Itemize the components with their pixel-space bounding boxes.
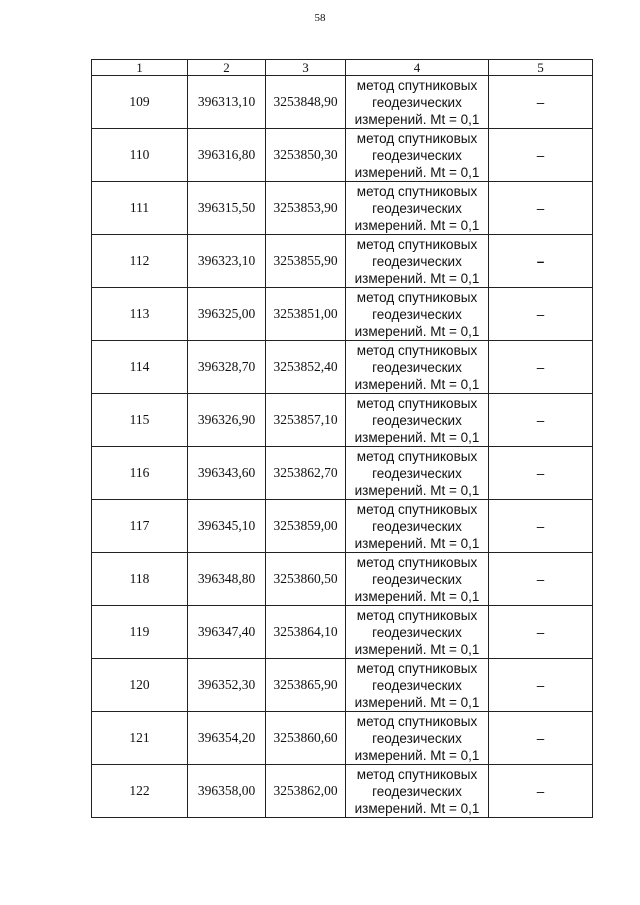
note-dash: – xyxy=(489,712,593,765)
method-line: геодезических xyxy=(372,730,462,746)
method-line: измерений. Mt = 0,1 xyxy=(354,694,480,710)
method-line: измерений. Mt = 0,1 xyxy=(354,588,480,604)
note-dash: – xyxy=(489,553,593,606)
point-number: 110 xyxy=(92,129,188,182)
point-number: 113 xyxy=(92,288,188,341)
method-line: измерений. Mt = 0,1 xyxy=(354,376,480,392)
table-row xyxy=(92,182,593,235)
coordinate-y: 3253850,30 xyxy=(266,129,346,182)
method-line: метод спутниковых xyxy=(356,77,478,93)
method-line: измерений. Mt = 0,1 xyxy=(354,747,480,763)
method-description xyxy=(346,765,489,818)
method-line: метод спутниковых xyxy=(356,607,478,623)
table-row xyxy=(92,500,593,553)
note-dash: – xyxy=(489,129,593,182)
method-line: геодезических xyxy=(372,200,462,216)
method-line: метод спутниковых xyxy=(356,289,478,305)
coordinate-x: 396328,70 xyxy=(188,341,266,394)
coordinate-y: 3253859,00 xyxy=(266,500,346,553)
method-line: геодезических xyxy=(372,677,462,693)
column-header-4: 4 xyxy=(346,60,489,76)
method-description xyxy=(346,447,489,500)
point-number: 109 xyxy=(92,76,188,129)
note-dash: – xyxy=(489,447,593,500)
method-line: измерений. Mt = 0,1 xyxy=(354,111,480,127)
column-header-5: 5 xyxy=(489,60,593,76)
column-header-2: 2 xyxy=(188,60,266,76)
method-line: метод спутниковых xyxy=(356,713,478,729)
table-row xyxy=(92,394,593,447)
coordinate-y: 3253848,90 xyxy=(266,76,346,129)
point-number: 111 xyxy=(92,182,188,235)
method-line: геодезических xyxy=(372,412,462,428)
note-dash: – xyxy=(489,500,593,553)
note-dash: – xyxy=(489,659,593,712)
method-line: геодезических xyxy=(372,465,462,481)
table-row xyxy=(92,76,593,129)
note-dash: – xyxy=(489,235,593,288)
coordinate-x: 396358,00 xyxy=(188,765,266,818)
method-description xyxy=(346,606,489,659)
note-dash: – xyxy=(489,288,593,341)
method-description xyxy=(346,76,489,129)
method-line: метод спутниковых xyxy=(356,395,478,411)
note-dash: – xyxy=(489,182,593,235)
coordinate-x: 396352,30 xyxy=(188,659,266,712)
method-description xyxy=(346,235,489,288)
method-line: геодезических xyxy=(372,147,462,163)
method-line: геодезических xyxy=(372,571,462,587)
method-description xyxy=(346,659,489,712)
point-number: 114 xyxy=(92,341,188,394)
table-row xyxy=(92,659,593,712)
method-line: измерений. Mt = 0,1 xyxy=(354,164,480,180)
method-line: метод спутниковых xyxy=(356,130,478,146)
coordinate-x: 396323,10 xyxy=(188,235,266,288)
table-row xyxy=(92,341,593,394)
coordinate-x: 396315,50 xyxy=(188,182,266,235)
coordinate-x: 396325,00 xyxy=(188,288,266,341)
coordinate-y: 3253857,10 xyxy=(266,394,346,447)
method-line: геодезических xyxy=(372,624,462,640)
coordinate-y: 3253862,70 xyxy=(266,447,346,500)
method-description xyxy=(346,288,489,341)
method-line: измерений. Mt = 0,1 xyxy=(354,641,480,657)
method-line: геодезических xyxy=(372,783,462,799)
method-line: измерений. Mt = 0,1 xyxy=(354,323,480,339)
method-line: геодезических xyxy=(372,94,462,110)
coordinate-x: 396343,60 xyxy=(188,447,266,500)
coordinate-x: 396345,10 xyxy=(188,500,266,553)
coordinate-x: 396313,10 xyxy=(188,76,266,129)
method-line: геодезических xyxy=(372,518,462,534)
coordinate-y: 3253855,90 xyxy=(266,235,346,288)
method-line: измерений. Mt = 0,1 xyxy=(354,270,480,286)
table-row xyxy=(92,712,593,765)
table-row xyxy=(92,765,593,818)
column-header-3: 3 xyxy=(266,60,346,76)
method-line: метод спутниковых xyxy=(356,448,478,464)
table-row xyxy=(92,553,593,606)
coordinate-y: 3253862,00 xyxy=(266,765,346,818)
coordinate-y: 3253860,50 xyxy=(266,553,346,606)
note-dash: – xyxy=(489,606,593,659)
method-line: измерений. Mt = 0,1 xyxy=(354,217,480,233)
point-number: 117 xyxy=(92,500,188,553)
table-body xyxy=(92,76,593,818)
method-line: метод спутниковых xyxy=(356,766,478,782)
table-row xyxy=(92,129,593,182)
method-line: метод спутниковых xyxy=(356,342,478,358)
method-line: метод спутниковых xyxy=(356,183,478,199)
point-number: 118 xyxy=(92,553,188,606)
table-row xyxy=(92,288,593,341)
table-row xyxy=(92,447,593,500)
point-number: 116 xyxy=(92,447,188,500)
coordinate-x: 396316,80 xyxy=(188,129,266,182)
point-number: 112 xyxy=(92,235,188,288)
method-line: геодезических xyxy=(372,253,462,269)
method-line: измерений. Mt = 0,1 xyxy=(354,800,480,816)
table-row xyxy=(92,606,593,659)
point-number: 122 xyxy=(92,765,188,818)
method-description xyxy=(346,500,489,553)
note-dash: – xyxy=(489,341,593,394)
method-line: геодезических xyxy=(372,359,462,375)
method-line: метод спутниковых xyxy=(356,660,478,676)
method-line: метод спутниковых xyxy=(356,554,478,570)
note-dash: – xyxy=(489,394,593,447)
method-description xyxy=(346,341,489,394)
method-line: измерений. Mt = 0,1 xyxy=(354,482,480,498)
coordinate-y: 3253852,40 xyxy=(266,341,346,394)
coordinate-y: 3253853,90 xyxy=(266,182,346,235)
method-line: метод спутниковых xyxy=(356,501,478,517)
point-number: 115 xyxy=(92,394,188,447)
coordinate-y: 3253865,90 xyxy=(266,659,346,712)
coordinate-x: 396326,90 xyxy=(188,394,266,447)
note-dash: – xyxy=(489,76,593,129)
column-header-1: 1 xyxy=(92,60,188,76)
point-number: 120 xyxy=(92,659,188,712)
method-line: измерений. Mt = 0,1 xyxy=(354,535,480,551)
point-number: 121 xyxy=(92,712,188,765)
point-number: 119 xyxy=(92,606,188,659)
coordinate-x: 396347,40 xyxy=(188,606,266,659)
table-header xyxy=(92,60,593,76)
method-line: измерений. Mt = 0,1 xyxy=(354,429,480,445)
method-line: метод спутниковых xyxy=(356,236,478,252)
coordinate-y: 3253864,10 xyxy=(266,606,346,659)
table-row xyxy=(92,235,593,288)
method-description xyxy=(346,129,489,182)
coordinates-table xyxy=(91,59,593,818)
header-row xyxy=(92,60,593,76)
coordinate-x: 396354,20 xyxy=(188,712,266,765)
page-number: 58 xyxy=(314,12,326,24)
method-description xyxy=(346,712,489,765)
method-description xyxy=(346,394,489,447)
coordinate-x: 396348,80 xyxy=(188,553,266,606)
note-dash: – xyxy=(489,765,593,818)
method-description xyxy=(346,182,489,235)
coordinate-y: 3253851,00 xyxy=(266,288,346,341)
method-line: геодезических xyxy=(372,306,462,322)
coordinate-y: 3253860,60 xyxy=(266,712,346,765)
method-description xyxy=(346,553,489,606)
